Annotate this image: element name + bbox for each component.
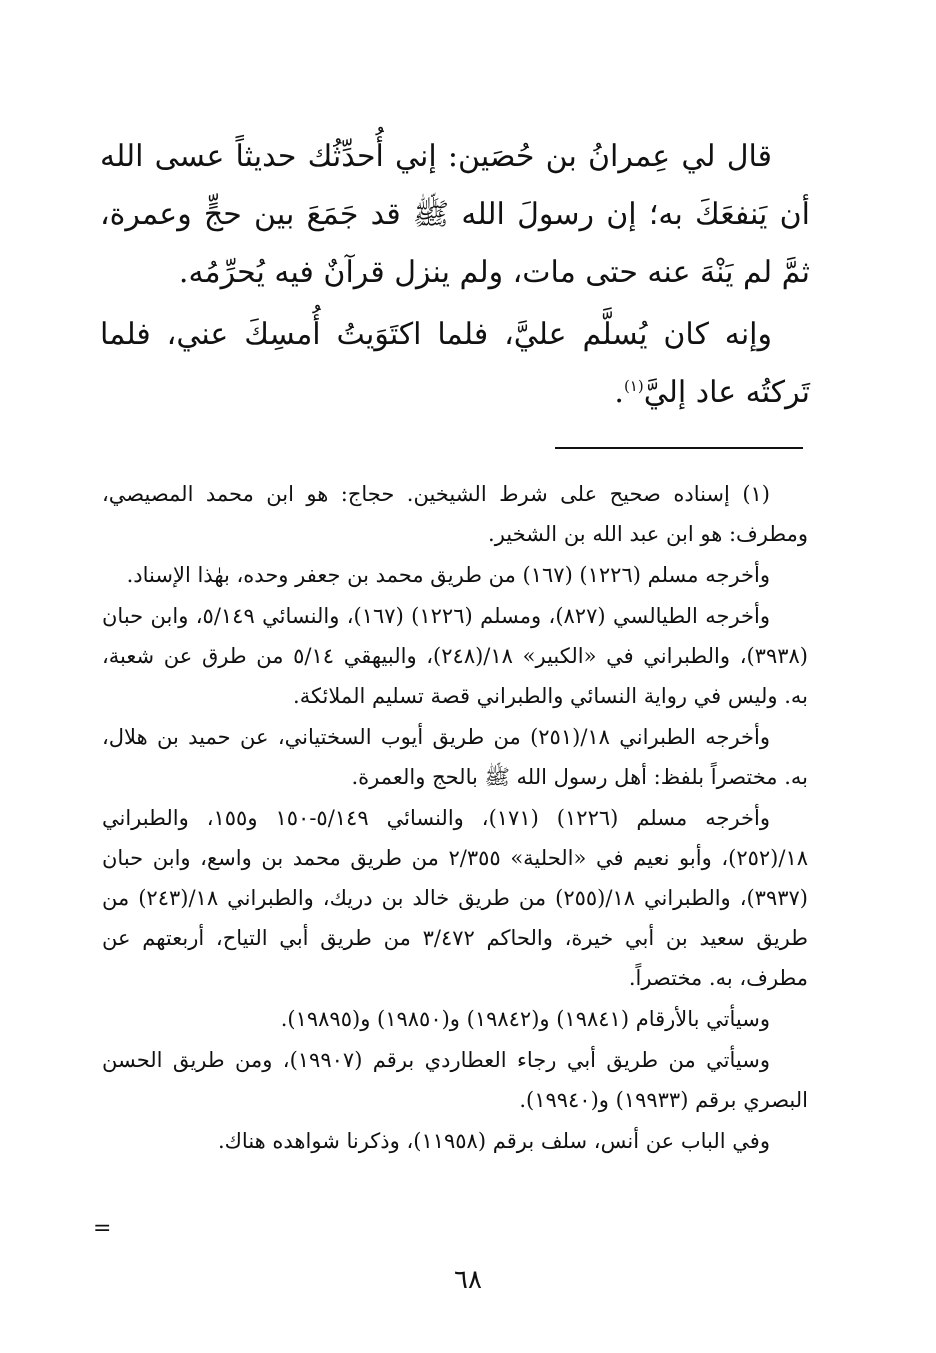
continuation-mark: = xyxy=(93,1216,112,1241)
footnote-paragraph: وسيأتي من طريق أبي رجاء العطاردي برقم (١٩٩٠٧)، ومن طريق الحسن البصري برقم (١٩٩٣٣) و(١٩٩٤٠). xyxy=(102,1048,808,1112)
hadith-paragraph-2 xyxy=(100,306,810,422)
hadith-paragraph-2-text: وإنه كان يُسلَّم عليَّ، فلما اكتَوَيتُ أُمسِكَ عني، فلما تَركتُه عاد إليَّ xyxy=(100,317,810,410)
footnote-reference[interactable]: (١) xyxy=(623,377,644,395)
hadith-paragraph-1: قال لي عِمرانُ بن حُصَين: إني أُحدِّثُك حديثاً عسى الله أن يَنفعَكَ به؛ إن رسولَ الله ﷺ قد جَمَعَ بين حجٍّ وعمرة، ثمَّ لم يَنْهَ عنه حتى مات، ولم ينزل قرآنٌ فيه يُحرِّمُه. xyxy=(100,139,810,290)
footnote-paragraph: (١) إسناده صحيح على شرط الشيخين. حجاج: هو ابن محمد المصيصي، ومطرف: هو ابن عبد الله بن الشخير. xyxy=(102,482,808,546)
footnote-paragraph: وأخرجه مسلم (١٢٢٦) (١٦٧) من طريق محمد بن جعفر وحده، بهٰذا الإسناد. xyxy=(126,563,770,587)
hadith-paragraph-2-end: . xyxy=(614,375,624,410)
page-number: ٦٨ xyxy=(454,1265,482,1295)
footnote-paragraph: وسيأتي بالأرقام (١٩٨٤١) و(١٩٨٤٢) و(١٩٨٥٠) و(١٩٨٩٥). xyxy=(280,1007,770,1031)
footnotes xyxy=(102,474,808,1161)
hadith-text xyxy=(100,128,810,422)
footnote-paragraph: وأخرجه الطيالسي (٨٢٧)، ومسلم (١٢٢٦) (١٦٧)، والنسائي ٥/١٤٩، وابن حبان (٣٩٣٨)، والطبراني في «الكبير» ١٨/(٢٤٨)، والبيهقي ٥/١٤ من طرق عن شعبة، به. وليس في رواية النسائي والطبراني قصة تسليم الملائكة. xyxy=(102,604,808,708)
footnote-separator xyxy=(555,447,803,449)
footnote-paragraph: وأخرجه الطبراني ١٨/(٢٥١) من طريق أيوب السختياني، عن حميد بن هلال، به. مختصراً بلفظ: أهل رسول الله ﷺ بالحج والعمرة. xyxy=(102,725,808,789)
footnote-paragraph: وفي الباب عن أنس، سلف برقم (١١٩٥٨)، وذكرنا شواهده هناك. xyxy=(217,1129,770,1153)
footnote-paragraph: وأخرجه مسلم (١٢٢٦) (١٧١)، والنسائي ٥/١٤٩-١٥٠ و١٥٥، والطبراني ١٨/(٢٥٢)، وأبو نعيم في «الحلية» ٢/٣٥٥ من طريق محمد بن واسع، وابن حبان (٣٩٣٧)، والطبراني ١٨/(٢٥٥) من طريق خالد بن دريك، والطبراني ١٨/(٢٤٣) من طريق سعيد بن أبي خيرة، والحاكم ٣/٤٧٢ من طريق أبي التياح، أربعتهم عن مطرف، به. مختصراً. xyxy=(102,806,808,990)
